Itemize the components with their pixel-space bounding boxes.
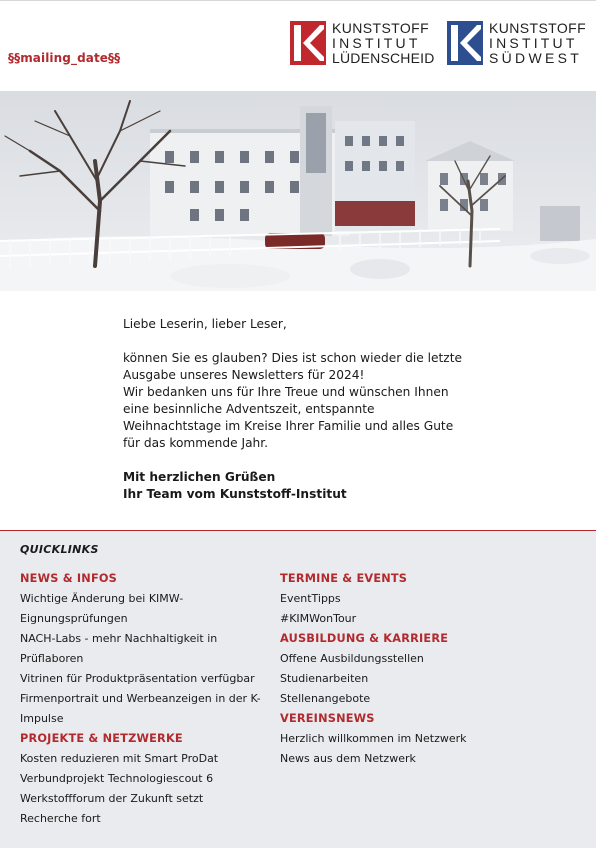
section-heading-ausbildung: AUSBILDUNG & KARRIERE (280, 632, 449, 645)
hero-winter-building-image (0, 91, 596, 291)
link-line: Kosten reduzieren mit Smart ProDat (20, 752, 219, 765)
quicklink-stellenangebote[interactable]: Stellenangebote (280, 692, 371, 705)
letter-line: können Sie es glauben? Dies ist schon wieder die letzte (123, 351, 462, 365)
logo-line-1: KUNSTSTOFF (489, 20, 587, 36)
quicklink-technologiescout[interactable] (20, 769, 270, 789)
logo-suedwest-text (489, 21, 589, 66)
letter-line: Ausgabe unseres Newsletters für 2024! (123, 368, 365, 382)
letter-line: Weihnachtstage im Kreise Ihrer Familie und alles Gute (123, 419, 454, 433)
quicklink-news-netzwerk[interactable]: News aus dem Netzwerk (280, 752, 416, 765)
link-line: NACH-Labs - mehr Nachhaltigkeit in (20, 632, 218, 645)
logo-line-1: KUNSTSTOFF (332, 20, 430, 36)
letter-greeting: Liebe Leserin, lieber Leser, (123, 317, 287, 331)
link-line: Werkstoffforum der Zukunft setzt (20, 792, 204, 805)
quicklink-studienarbeiten[interactable]: Studienarbeiten (280, 672, 369, 685)
logo-kunststoff-institut-suedwest[interactable] (447, 21, 587, 67)
mailing-date: §§mailing_date§§ (8, 51, 121, 65)
logo-kunststoff-institut-luedenscheid[interactable] (290, 20, 435, 67)
newsletter-header (0, 0, 596, 90)
quicklink-eventtipps[interactable]: EventTipps (280, 592, 341, 605)
section-heading-termine: TERMINE & EVENTS (280, 572, 408, 585)
link-line: Eignungsprüfungen (20, 612, 128, 625)
quicklinks-title: QUICKLINKS (20, 543, 99, 556)
k-logo-blue-icon (447, 21, 483, 65)
section-heading-projekte: PROJEKTE & NETZWERKE (20, 732, 183, 745)
quicklink-nach-labs[interactable] (20, 629, 270, 669)
k-logo-red-icon (290, 21, 326, 65)
section-heading-vereinsnews: VEREINSNEWS (280, 712, 375, 725)
quicklink-werkstoffforum[interactable] (20, 789, 270, 829)
quicklink-kimwontour[interactable]: #KIMWonTour (280, 612, 357, 625)
logo-line-3: LÜDENSCHEID (332, 50, 435, 66)
letter-signoff-team: Ihr Team vom Kunststoff-Institut (123, 487, 347, 501)
quicklink-firmenportrait[interactable] (20, 689, 270, 729)
link-line: Prüflaboren (20, 652, 84, 665)
logo-luedenscheid-text (332, 20, 435, 66)
link-line: Firmenportrait und Werbeanzeigen in der K- (20, 692, 261, 705)
link-line: Verbundprojekt Technologiescout 6 (20, 772, 214, 785)
letter-line: für das kommende Jahr. (123, 436, 269, 450)
quicklinks-right-column (280, 569, 530, 769)
quicklink-vitrinen[interactable] (20, 669, 270, 689)
quicklinks-footer (0, 531, 596, 848)
logo-line-2: INSTITUT (332, 35, 421, 51)
logo-line-2: INSTITUT (489, 35, 578, 51)
quicklink-kimw-eignungspruefungen[interactable] (20, 589, 270, 629)
link-line: Impulse (20, 712, 64, 725)
logo-line-3: SÜDWEST (489, 50, 583, 66)
quicklink-ausbildungsstellen[interactable]: Offene Ausbildungsstellen (280, 652, 424, 665)
link-line: Recherche fort (20, 812, 101, 825)
quicklinks-left-column (20, 569, 270, 829)
newsletter-intro-letter (123, 316, 473, 503)
letter-line: eine besinnliche Adventszeit, entspannte (123, 402, 375, 416)
link-line: Wichtige Änderung bei KIMW- (20, 592, 184, 605)
link-line: Vitrinen für Produktpräsentation verfügbar (20, 672, 255, 685)
quicklink-willkommen-netzwerk[interactable]: Herzlich willkommen im Netzwerk (280, 732, 467, 745)
letter-signoff: Mit herzlichen Grüßen (123, 470, 276, 484)
section-heading-news: NEWS & INFOS (20, 572, 118, 585)
letter-line: Wir bedanken uns für Ihre Treue und wünschen Ihnen (123, 385, 449, 399)
quicklink-smart-prodat[interactable] (20, 749, 270, 769)
